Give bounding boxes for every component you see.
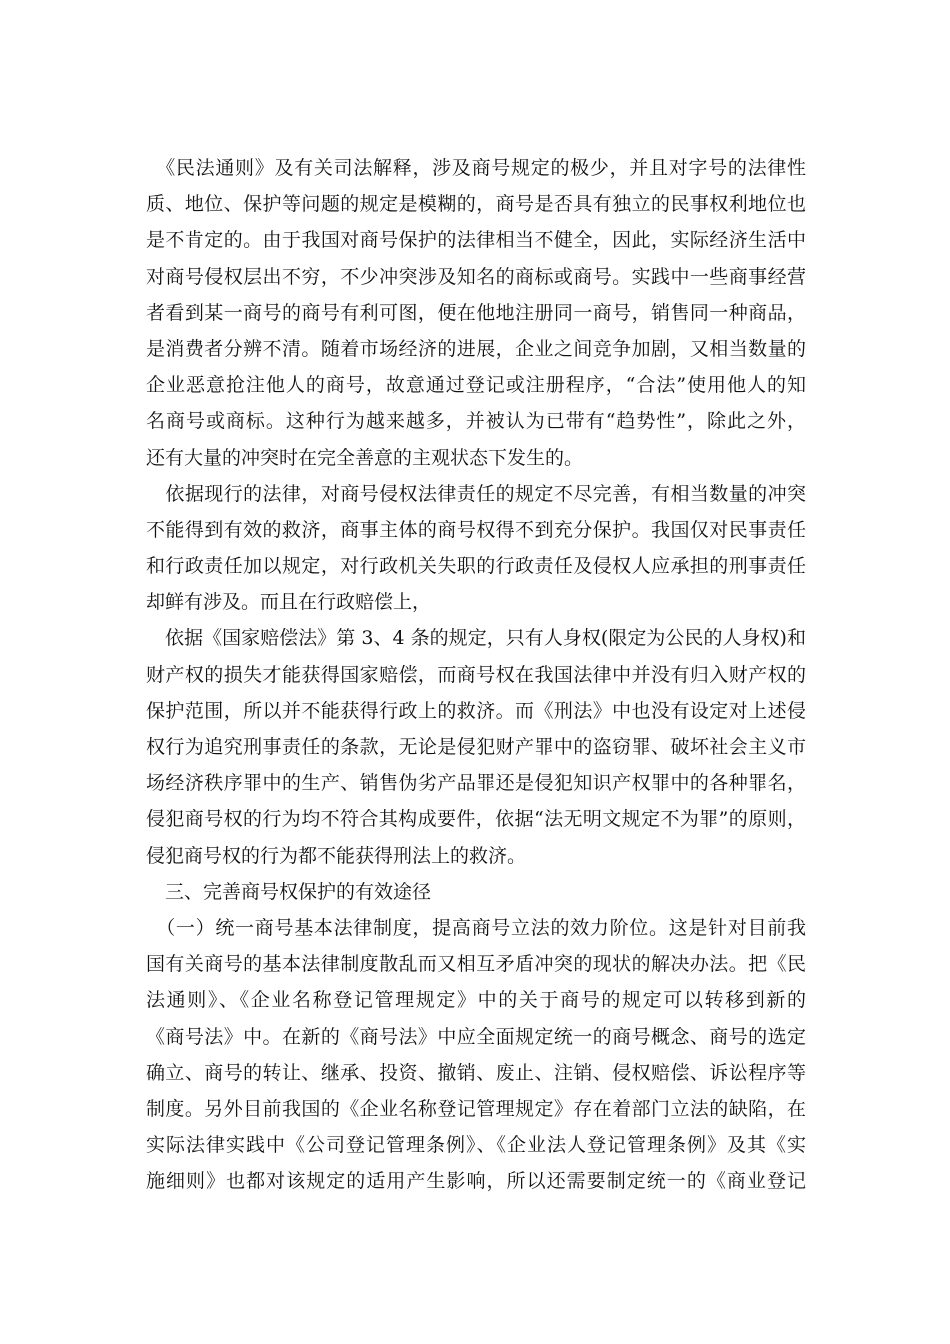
text-line: 质、地位、保护等问题的规定是模糊的，商号是否具有独立的民事权利地位也 [146, 193, 806, 216]
text-line: 法通则》、《企业名称登记管理规定》中的关于商号的规定可以转移到新的 [146, 989, 806, 1012]
text-line: 是不肯定的。由于我国对商号保护的法律相当不健全，因此，实际经济生活中 [146, 229, 806, 252]
text-line: 制度。另外目前我国的《企业名称登记管理规定》存在着部门立法的缺陷，在 [146, 1097, 806, 1120]
text-line: 国有关商号的基本法律制度散乱而又相互矛盾冲突的现状的解决办法。把《民 [146, 953, 806, 976]
paragraph [146, 620, 806, 873]
text-line: 实际法律实践中《公司登记管理条例》、《企业法人登记管理条例》及其《实 [146, 1134, 806, 1157]
text-line: 施细则》也都对该规定的适用产生影响，所以还需要制定统一的《商业登记 [146, 1170, 806, 1193]
text-line: 三、完善商号权保护的有效途径 [146, 880, 432, 903]
text-line: （一）统一商号基本法律制度，提高商号立法的效力阶位。这是针对目前我 [146, 916, 806, 939]
text-line: 侵犯商号权的行为均不符合其构成要件，依据“法无明文规定不为罪”的原则， [146, 808, 806, 831]
text-line: 《民法通则》及有关司法解释，涉及商号规定的极少，并且对字号的法律性 [146, 157, 806, 179]
text-line: 财产权的损失才能获得国家赔偿，而商号权在我国法律中并没有归入财产权的 [146, 663, 806, 686]
document-body [146, 150, 806, 1199]
text-line: 不能得到有效的救济，商事主体的商号权得不到充分保护。我国仅对民事责任 [146, 518, 806, 541]
paragraph [146, 476, 806, 621]
text-line: 企业恶意抢注他人的商号，故意通过登记或注册程序，“合法”使用他人的知 [146, 374, 806, 397]
text-line: 者看到某一商号的商号有利可图，便在他地注册同一商号，销售同一种商品， [146, 301, 806, 324]
paragraph [146, 910, 806, 1200]
text-line: 却鲜有涉及。而且在行政赔偿上， [146, 591, 432, 614]
text-line: 依据《国家赔偿法》第 3、4 条的规定，只有人身权(限定为公民的人身权)和 [146, 627, 806, 650]
text-line: 场经济秩序罪中的生产、销售伪劣产品罪还是侵犯知识产权罪中的各种罪名， [146, 772, 806, 795]
text-line: 对商号侵权层出不穷，不少冲突涉及知名的商标或商号。实践中一些商事经营 [146, 265, 806, 288]
text-line: 依据现行的法律，对商号侵权法律责任的规定不尽完善，有相当数量的冲突 [146, 482, 806, 505]
text-line: 权行为追究刑事责任的条款，无论是侵犯财产罪中的盗窃罪、破坏社会主义市 [146, 736, 806, 758]
text-line: 保护范围，所以并不能获得行政上的救济。而《刑法》中也没有设定对上述侵 [146, 699, 806, 722]
paragraph [146, 874, 806, 910]
text-line: 名商号或商标。这种行为越来越多，并被认为已带有“趋势性”，除此之外， [146, 410, 806, 433]
text-line: 还有大量的冲突时在完全善意的主观状态下发生的。 [146, 446, 584, 469]
text-line: 是消费者分辨不清。随着市场经济的进展，企业之间竞争加剧，又相当数量的 [146, 337, 806, 360]
text-line: 和行政责任加以规定，对行政机关失职的行政责任及侵权人应承担的刑事责任 [146, 555, 806, 578]
text-line: 确立、商号的转让、继承、投资、撤销、废止、注销、侵权赔偿、诉讼程序等 [146, 1061, 806, 1084]
text-line: 《商号法》中。在新的《商号法》中应全面规定统一的商号概念、商号的选定 [146, 1025, 806, 1048]
text-line: 侵犯商号权的行为都不能获得刑法上的救济。 [146, 844, 527, 867]
paragraph [146, 150, 806, 476]
